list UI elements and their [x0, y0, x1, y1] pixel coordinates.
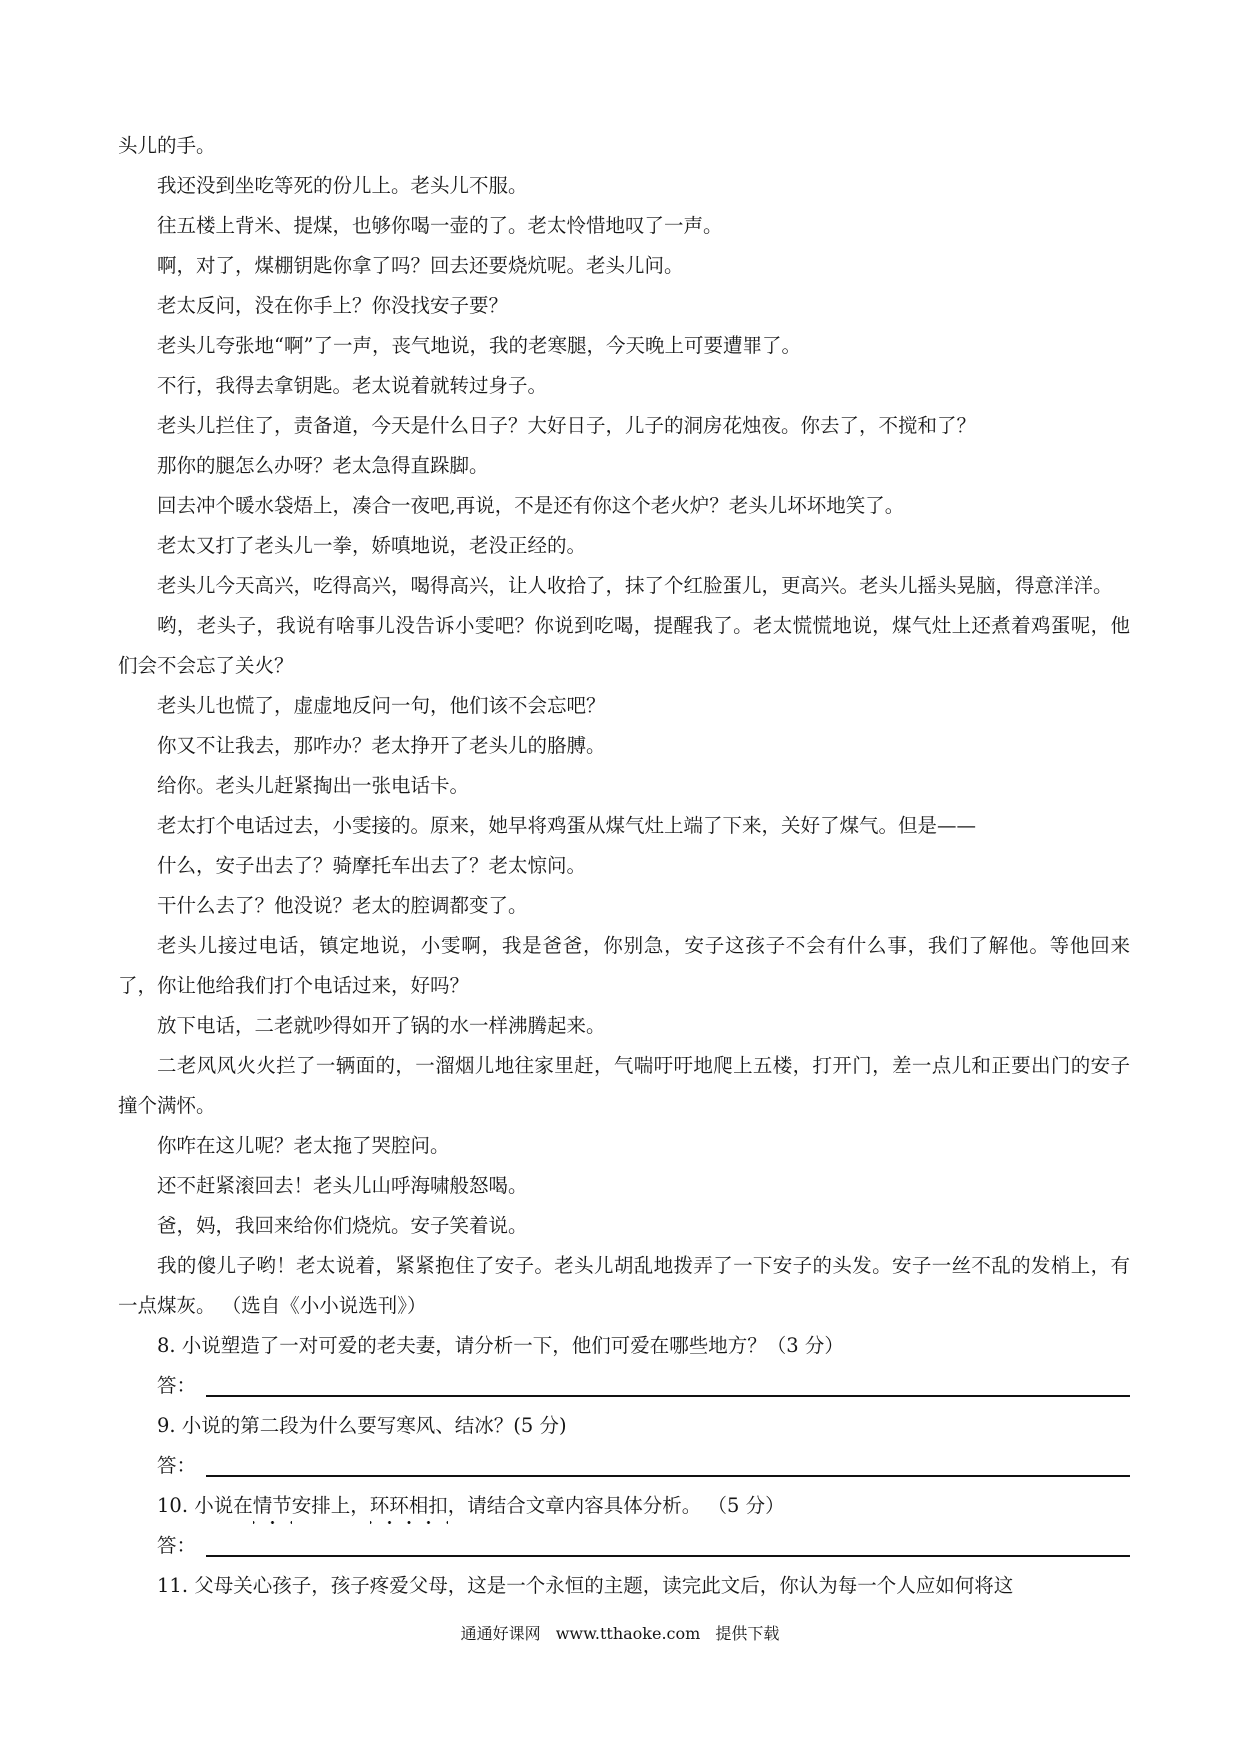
question-10-text: 10. 小说在	[157, 1494, 253, 1517]
paragraph: 给你。老头儿赶紧掏出一张电话卡。	[157, 774, 470, 797]
paragraph: 干什么去了？他没说？老太的腔调都变了。	[157, 894, 528, 917]
paragraph: 啊，对了，煤棚钥匙你拿了吗？回去还要烧炕呢。老头儿问。	[157, 254, 684, 277]
answer-underline	[206, 1395, 1130, 1397]
answer-label: 答：	[157, 1534, 197, 1557]
paragraph: 老太又打了老头儿一拳，娇嗔地说，老没正经的。	[157, 534, 587, 557]
question-10	[118, 1486, 1130, 1526]
footer-url[interactable]: www.tthaoke.com	[555, 1624, 701, 1643]
answer-underline	[206, 1555, 1130, 1557]
paragraph: 那你的腿怎么办呀？老太急得直跺脚。	[157, 454, 489, 477]
paragraph: 老头儿夸张地“啊”了一声，丧气地说，我的老寒腿，今天晚上可要遭罪了。	[157, 334, 801, 357]
paragraph: 二老风风火火拦了一辆面的，一溜烟儿地往家里赶，气喘吁吁地爬上五楼，打开门，差一点儿和正要出门的安子撞个满怀。	[118, 1054, 1130, 1117]
paragraph: 你咋在这儿呢？老太拖了哭腔问。	[157, 1134, 450, 1157]
emphasis-mark: 情节	[252, 1494, 292, 1517]
question-10-text: ，请结合文章内容具体分析。 （5 分）	[447, 1494, 785, 1517]
paragraph: 老头儿也慌了，虚虚地反问一句，他们该不会忘吧？	[157, 694, 606, 717]
page-footer	[0, 1622, 1240, 1646]
paragraph: 回去冲个暖水袋焐上，凑合一夜吧,再说，不是还有你这个老火炉？老头儿坏坏地笑了。	[157, 494, 905, 517]
paragraph: 还不赶紧滚回去！老头儿山呼海啸般怒喝。	[157, 1174, 528, 1197]
paragraph: 老头儿接过电话，镇定地说，小雯啊，我是爸爸，你别急，安子这孩子不会有什么事，我们了解他。等他回来了，你让他给我们打个电话过来，好吗？	[118, 934, 1130, 997]
answer-field-8[interactable]	[118, 1366, 1130, 1406]
footer-site-name: 通通好课网	[460, 1624, 541, 1643]
answer-underline	[206, 1475, 1130, 1477]
paragraph: 你又不让我去，那咋办？老太挣开了老头儿的胳膊。	[157, 734, 606, 757]
story-text	[118, 126, 1130, 1606]
paragraph: 爸，妈，我回来给你们烧炕。安子笑着说。	[157, 1214, 528, 1237]
paragraph: 往五楼上背米、提煤，也够你喝一壶的了。老太怜惜地叹了一声。	[157, 214, 723, 237]
paragraph: 不行，我得去拿钥匙。老太说着就转过身子。	[157, 374, 548, 397]
paragraph: 我还没到坐吃等死的份儿上。老头儿不服。	[157, 174, 528, 197]
answer-field-10[interactable]	[118, 1526, 1130, 1566]
footer-note: 提供下载	[715, 1624, 780, 1643]
question-11: 11. 父母关心孩子，孩子疼爱父母，这是一个永恒的主题，读完此文后，你认为每一个人应如何将这	[157, 1574, 1014, 1597]
answer-label: 答：	[157, 1454, 197, 1477]
paragraph: 老头儿今天高兴，吃得高兴，喝得高兴，让人收拾了，抹了个红脸蛋儿，更高兴。老头儿摇头晃脑，得意洋洋。	[157, 574, 1113, 597]
paragraph: 什么，安子出去了？骑摩托车出去了？老太惊问。	[157, 854, 587, 877]
emphasis-mark: 环环相扣	[369, 1494, 448, 1517]
paragraph: 头儿的手。	[118, 134, 216, 157]
paragraph: 老太打个电话过去，小雯接的。原来，她早将鸡蛋从煤气灶上端了下来，关好了煤气。但是——	[157, 814, 977, 837]
paragraph: 我的傻儿子哟！老太说着，紧紧抱住了安子。老头儿胡乱地拨弄了一下安子的头发。安子一丝不乱的发梢上，有一点煤灰。 （选自《小小说选刊》）	[118, 1254, 1130, 1317]
paragraph: 哟，老头子，我说有啥事儿没告诉小雯吧？你说到吃喝，提醒我了。老太慌慌地说，煤气灶上还煮着鸡蛋呢，他们会不会忘了关火？	[118, 614, 1130, 677]
answer-field-9[interactable]	[118, 1446, 1130, 1486]
paragraph: 放下电话，二老就吵得如开了锅的水一样沸腾起来。	[157, 1014, 606, 1037]
question-8: 8. 小说塑造了一对可爱的老夫妻，请分析一下，他们可爱在哪些地方？（3 分）	[157, 1334, 844, 1357]
paragraph: 老头儿拦住了，责备道，今天是什么日子？大好日子，儿子的洞房花烛夜。你去了，不搅和了？	[157, 414, 977, 437]
paragraph: 老太反问，没在你手上？你没找安子要？	[157, 294, 509, 317]
answer-label: 答：	[157, 1374, 197, 1397]
question-9: 9. 小说的第二段为什么要写寒风、结冰？(5 分)	[157, 1414, 567, 1437]
question-10-text: 安排上，	[291, 1494, 370, 1517]
